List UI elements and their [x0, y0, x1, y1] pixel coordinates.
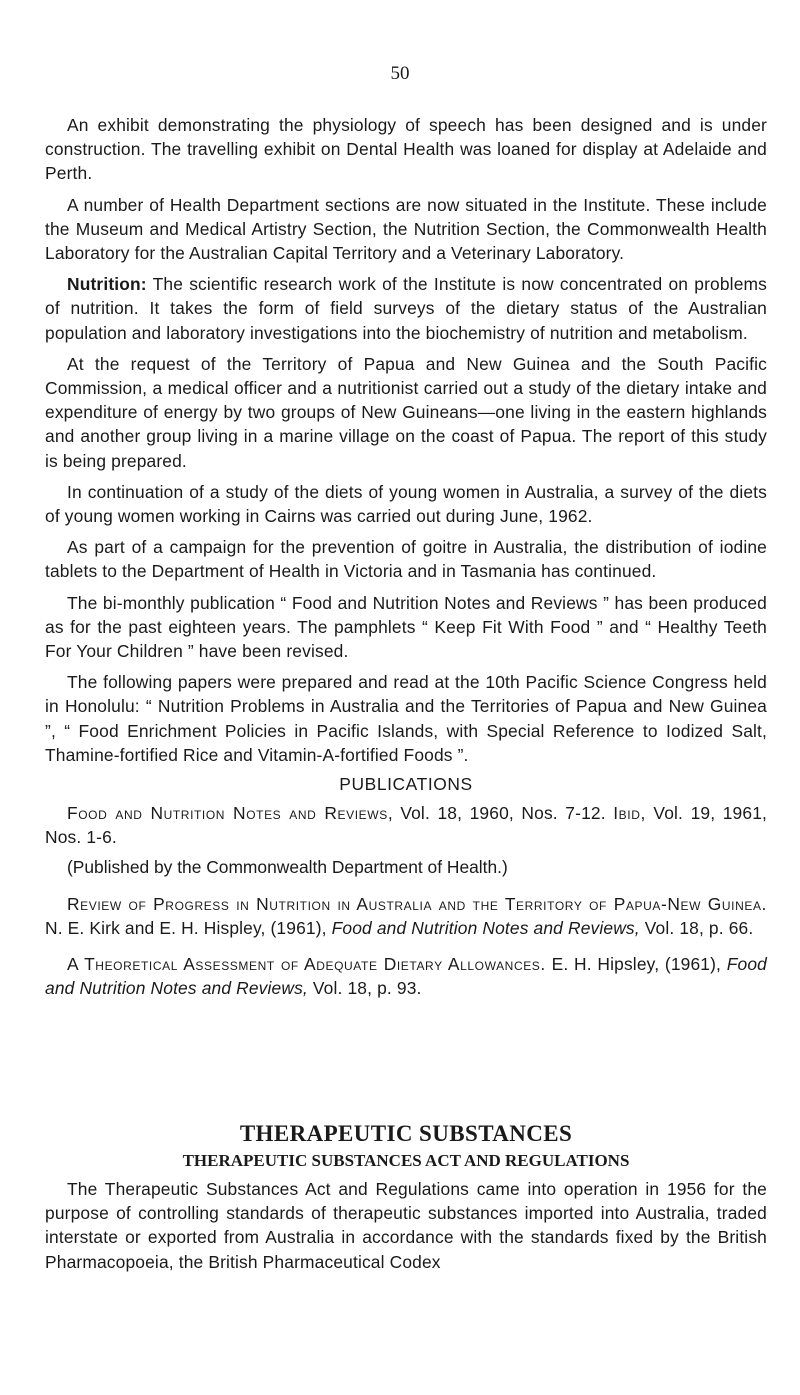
- therapeutic-section: [45, 1121, 767, 1274]
- paragraph-exhibit: An exhibit demonstrating the physiology of speech has been designed and is under construction. The travelling exhibit on Dental Health was loaned for display at Adelaide and Perth.: [45, 115, 767, 184]
- paragraph-papua-study: At the request of the Territory of Papua and New Guinea and the South Pacific Commission, a medical officer and a nutritionist carried out a study of the dietary intake and expenditure of energy by two groups of New Guineans—one living in the eastern highlands and another group living in a marine village on the coast of Papua. The report of this study is being prepared.: [45, 353, 767, 471]
- nutrition-text: The scientific research work of the Institute is now concentrated on problems of nutrition. It takes the form of field surveys of the dietary status of the Australian population and laboratory investigations into the biochemistry of nutrition and metabolism.: [45, 274, 767, 343]
- paragraph-sections: A number of Health Department sections are now situated in the Institute. These include the Museum and Medical Artistry Section, the Nutrition Section, the Commonwealth Health Laboratory for the Australian Capital Territory and a Veterinary Laboratory.: [45, 194, 767, 264]
- publication-1-details: , Vol. 18, 1960, Nos. 7-12.: [387, 803, 614, 824]
- section-title: THERAPEUTIC SUBSTANCES: [239, 1121, 573, 1146]
- publication-1-title: Food and Nutrition Notes and Reviews: [67, 803, 388, 824]
- publication-1-ibid: Ibid,: [613, 803, 646, 824]
- publication-2-details: Vol. 18, p. 66.: [639, 917, 754, 938]
- paragraph-goitre: As part of a campaign for the prevention of goitre in Australia, the distribution of iodine tablets to the Department of Health in Victoria and in Tasmania has continued.: [45, 537, 767, 582]
- publication-2-journal: Food and Nutrition Notes and Reviews,: [331, 917, 640, 938]
- publication-2-title: Review of Progress in Nutrition in Australia and the Territory of Papua-New Guinea.: [67, 893, 767, 914]
- publication-item-3: [45, 952, 767, 1000]
- paragraph-cairns-survey: In continuation of a study of the diets of young women in Australia, a survey of the diets of young women working in Cairns was carried out during June, 1962.: [45, 481, 767, 527]
- publication-3-details: Vol. 18, p. 93.: [307, 978, 422, 999]
- therapeutic-paragraph: The Therapeutic Substances Act and Regulations came into operation in 1956 for the purpose of controlling standards of therapeutic substances imported into Australia, traded interstate or exported from Australia in accordance with the standards fixed by the British Pharmacopoeia, the British Pharmaceutical Codex: [45, 1179, 767, 1272]
- paragraph-congress-papers: The following papers were prepared and read at the 10th Pacific Science Congress held in Honolulu: “ Nutrition Problems in Australia and the Territories of Papua and New Guinea ”, “ Food Enrichment Policies in Pacific Islands, with Special Reference to Iodized Salt, Thamine-fortified Rice and Vitamin-A-fortified Foods ”.: [45, 672, 767, 765]
- body-text: [45, 113, 767, 1013]
- publications-heading: PUBLICATIONS: [339, 774, 473, 795]
- publication-item-2: [45, 892, 767, 940]
- page-number: 50: [390, 63, 410, 84]
- publication-1-details-2: Vol. 19, 1961, Nos. 1-6.: [45, 803, 767, 848]
- publication-3-journal: Food and Nutrition Notes and Reviews,: [45, 954, 768, 999]
- publication-item-1: [45, 801, 767, 849]
- publication-note: (Published by the Commonwealth Department of Health.): [67, 857, 508, 878]
- paragraph-nutrition: [45, 272, 767, 345]
- nutrition-heading: Nutrition:: [67, 274, 147, 295]
- publication-3-authors: E. H. Hipsley, (1961),: [545, 954, 727, 975]
- publication-2-authors: N. E. Kirk and E. H. Hispley, (1961),: [45, 917, 332, 938]
- paragraph-publication: The bi-monthly publication “ Food and Nutrition Notes and Reviews ” has been produced as for the past eighteen years. The pamphlets “ Keep Fit With Food ” and “ Healthy Teeth For Your Children ” have been revised.: [45, 592, 767, 662]
- publication-3-title: A Theoretical Assessment of Adequate Dietary Allowances.: [67, 954, 546, 975]
- section-subtitle: THERAPEUTIC SUBSTANCES ACT AND REGULATIONS: [182, 1151, 630, 1170]
